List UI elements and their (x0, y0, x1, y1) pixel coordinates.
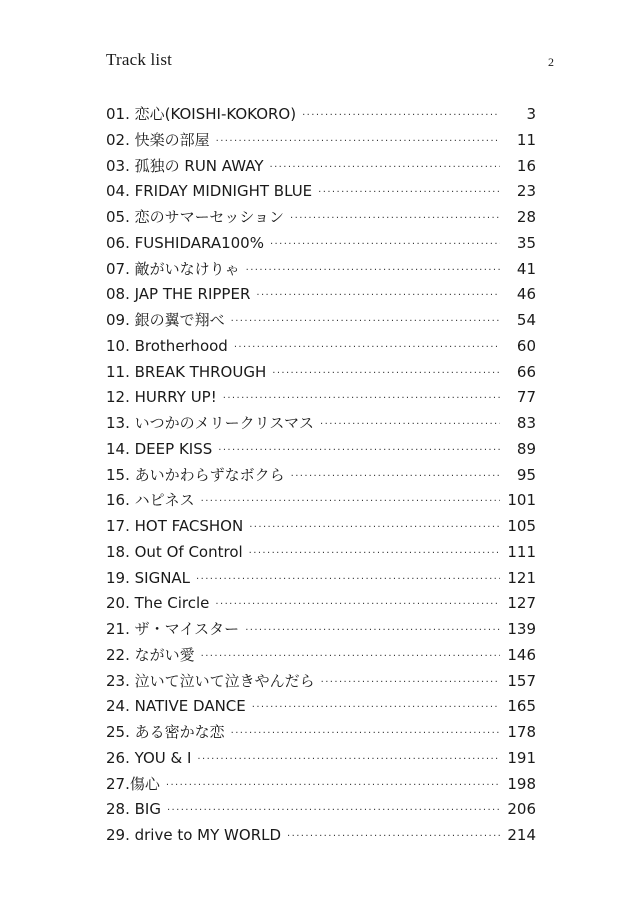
track-row (106, 231, 536, 257)
track-page-number: 198 (507, 774, 536, 793)
track-row (106, 334, 536, 360)
track-page-number: 178 (507, 723, 536, 741)
dot-leader (272, 361, 500, 387)
track-title: 02. 快楽の部屋 (106, 130, 210, 149)
dot-leader (231, 309, 500, 335)
track-page-number: 66 (516, 362, 536, 381)
track-page-number: 139 (507, 620, 536, 638)
dot-leader (245, 618, 500, 644)
track-page-number: 89 (516, 439, 536, 458)
dot-leader (291, 464, 500, 490)
dot-leader (302, 103, 500, 129)
track-title: 11. BREAK THROUGH (106, 362, 267, 381)
dot-leader (234, 335, 500, 361)
track-title: 07. 敵がいなけりゃ (106, 259, 240, 278)
page-number: 2 (548, 55, 554, 69)
dot-leader (218, 438, 500, 464)
track-title: 24. NATIVE DANCE (106, 697, 246, 716)
track-title: 22. ながい愛 (106, 645, 195, 664)
track-row (106, 282, 536, 308)
track-row (106, 463, 536, 489)
track-title: 13. いつかのメリークリスマス (106, 414, 315, 432)
track-title: 18. Out Of Control (106, 542, 243, 561)
track-row (106, 437, 536, 463)
track-title: 04. FRIDAY MIDNIGHT BLUE (106, 182, 313, 201)
track-page-number: 28 (516, 208, 536, 226)
dot-leader (201, 644, 500, 670)
track-row (106, 128, 536, 154)
track-page-number: 111 (507, 542, 536, 561)
track-page-number: 23 (516, 182, 536, 201)
track-page-number: 191 (507, 748, 536, 767)
dot-leader (249, 541, 500, 567)
track-title: 26. YOU & I (106, 748, 192, 767)
track-page-number: 127 (507, 594, 536, 613)
track-row (106, 643, 536, 669)
track-title: 06. FUSHIDARA100% (106, 233, 264, 252)
dot-leader (216, 129, 500, 155)
dot-leader (318, 180, 500, 206)
dot-leader (223, 386, 500, 412)
track-row (106, 823, 536, 849)
track-row (106, 179, 536, 205)
track-page-number: 214 (507, 826, 536, 844)
track-page-number: 60 (516, 336, 536, 355)
track-page-number: 16 (516, 156, 536, 175)
track-row (106, 308, 536, 334)
dot-leader (320, 412, 500, 438)
dot-leader (249, 515, 500, 541)
track-page-number: 3 (526, 105, 536, 123)
track-row (106, 772, 536, 798)
track-title: 12. HURRY UP! (106, 388, 217, 407)
dot-leader (246, 258, 500, 284)
track-page-number: 41 (516, 259, 536, 278)
track-page-number: 11 (516, 130, 536, 149)
track-row (106, 385, 536, 411)
track-page-number: 105 (507, 517, 536, 535)
track-title: 27.傷心 (106, 774, 160, 793)
page-title: Track list (106, 50, 173, 69)
track-title: 25. ある密かな恋 (106, 723, 225, 741)
track-title: 03. 孤独の RUN AWAY (106, 156, 264, 175)
track-row (106, 617, 536, 643)
track-page-number: 46 (516, 285, 536, 304)
track-row (106, 669, 536, 695)
dot-leader (197, 747, 500, 773)
track-page-number: 77 (516, 388, 536, 407)
track-row (106, 566, 536, 592)
track-title: 15. あいかわらずなボクら (106, 465, 285, 484)
track-row (106, 488, 536, 514)
track-row (106, 694, 536, 720)
track-title: 20. The Circle (106, 594, 210, 613)
track-row (106, 797, 536, 823)
track-title: 28. BIG (106, 800, 161, 819)
dot-leader (321, 670, 500, 696)
dot-leader (215, 592, 500, 618)
track-title: 19. SIGNAL (106, 568, 191, 587)
track-row (106, 154, 536, 180)
dot-leader (166, 773, 500, 799)
dot-leader (196, 567, 500, 593)
track-title: 05. 恋のサマーセッション (106, 208, 285, 226)
track-row (106, 540, 536, 566)
track-row (106, 360, 536, 386)
track-title: 01. 恋心(KOISHI-KOKORO) (106, 105, 297, 123)
track-row (106, 720, 536, 746)
dot-leader (287, 824, 500, 850)
dot-leader (256, 283, 500, 309)
track-title: 10. Brotherhood (106, 336, 228, 355)
track-page-number: 157 (507, 671, 536, 690)
dot-leader (290, 206, 500, 232)
track-row (106, 746, 536, 772)
track-page-number: 146 (507, 645, 536, 664)
track-title: 16. ハピネス (106, 491, 195, 510)
track-row (106, 411, 536, 437)
track-title: 08. JAP THE RIPPER (106, 285, 251, 304)
dot-leader (231, 721, 500, 747)
track-title: 09. 銀の翼で翔べ (106, 311, 225, 329)
track-page-number: 165 (507, 697, 536, 716)
track-page-number: 95 (516, 465, 536, 484)
track-title: 17. HOT FACSHON (106, 517, 244, 535)
track-title: 23. 泣いて泣いて泣きやんだら (106, 671, 315, 690)
track-row (106, 102, 536, 128)
track-page-number: 206 (507, 800, 536, 819)
track-title: 29. drive to MY WORLD (106, 826, 282, 844)
dot-leader (270, 232, 500, 258)
track-title: 14. DEEP KISS (106, 439, 213, 458)
track-page-number: 83 (516, 414, 536, 432)
track-page-number: 101 (507, 491, 536, 510)
dot-leader (167, 798, 500, 824)
track-list (106, 102, 536, 849)
track-page-number: 54 (516, 311, 536, 329)
track-row (106, 591, 536, 617)
track-title: 21. ザ・マイスター (106, 620, 240, 638)
track-page-number: 35 (516, 233, 536, 252)
track-row (106, 257, 536, 283)
track-row (106, 205, 536, 231)
dot-leader (270, 155, 501, 181)
dot-leader (201, 489, 500, 515)
track-row (106, 514, 536, 540)
track-page-number: 121 (507, 568, 536, 587)
dot-leader (252, 695, 500, 721)
